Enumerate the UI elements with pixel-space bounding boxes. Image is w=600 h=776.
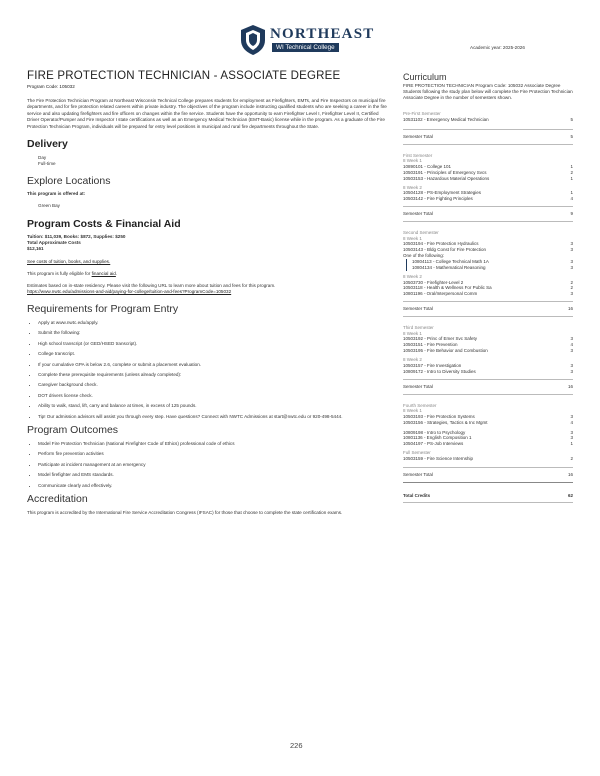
requirement-item: • Submit the following:: [38, 330, 387, 336]
requirement-item: • Caregiver background check.: [38, 382, 387, 388]
requirement-item: • Apply at www.nwtc.edu/apply.: [38, 320, 387, 326]
semester-total-label: Semester Total: [403, 211, 433, 217]
semester-label: Third Semester: [403, 325, 434, 331]
course-credits: 3: [570, 429, 573, 435]
logo-subtitle: WI Technical College: [272, 43, 339, 52]
semester-total-label: Semester Total: [403, 471, 433, 477]
course-credits: 3: [570, 368, 573, 374]
course-name: 10809198 - Intro to Psychology: [403, 429, 466, 435]
course-row: [403, 348, 573, 354]
course-name: 10503153 - Hazardous Material Operations: [403, 175, 490, 181]
total-costs-label: Total Approximate Costs: [27, 240, 81, 246]
semester-total: [403, 306, 573, 311]
semester-label: First Semester: [403, 152, 433, 158]
course-credits: 3: [570, 247, 573, 253]
tuition-url-link[interactable]: https://www.nwtc.edu/admissions-and-aid/paying-for-college/tuition-and-fees?ProgramCode=105032: [27, 289, 232, 295]
course-row: [403, 456, 573, 462]
outcome-item: • Model Fire Protection Technician (National Firefighter Code of Ethics) professional code of ethics: [38, 441, 387, 447]
page-number: 226: [290, 741, 303, 750]
course-credits: 3: [570, 362, 573, 368]
course-name: 10503156 - Strategies, Tactics & Inc Mgmt: [403, 419, 488, 425]
divider: [403, 482, 573, 483]
semester-total: [403, 211, 573, 216]
course-credits: 1: [570, 164, 573, 170]
outcome-item: • Communicate clearly and effectively.: [38, 483, 387, 489]
locations-heading: Explore Locations: [27, 175, 111, 188]
course-name: 10890101 - College 101: [403, 164, 452, 170]
one-of-text: One of the following:: [403, 253, 445, 259]
course-name: 10503191 - Principles of Emergency Svcs: [403, 169, 487, 175]
semester-total-value: 16: [567, 471, 573, 477]
course-name: 10503118 - Health & Wellness For Public Sa: [403, 285, 492, 291]
course-name: 10503730 - Firefighter-Level 2: [403, 279, 464, 285]
requirements-list: [27, 320, 387, 420]
divider: [403, 301, 573, 302]
week-label: 8 Week 2: [403, 184, 422, 190]
course-name: 10804113 - College Technical Math 1A: [412, 259, 489, 265]
financial-aid-link[interactable]: financial aid: [91, 271, 116, 277]
course-row: [403, 117, 573, 123]
course-name: 10504197 - PS-Job Interviews: [403, 441, 464, 447]
delivery-item: Day: [38, 155, 47, 161]
course-name: 10503193 - Fire Protection Systems: [403, 413, 475, 419]
course-row: [403, 369, 573, 375]
location-item: Green Bay: [38, 203, 60, 209]
course-row: [412, 265, 573, 271]
semester-total-value: 5: [570, 133, 573, 139]
week-label: 8 Week 2: [403, 357, 422, 363]
course-credits: 3: [570, 241, 573, 247]
outcome-item: • Model firefighter and EMS standards.: [38, 472, 387, 478]
program-code: Program Code: 105032: [27, 84, 75, 89]
total-credits-value: 62: [567, 492, 573, 498]
requirement-item: • If your cumulative GPA is below 2.6, complete or submit a placement evaluation.: [38, 362, 387, 368]
course-name: 10503143 - Bldg Const for Fire Protection: [403, 247, 487, 253]
accreditation-text: This program is accredited by the International Fire Service Accreditation Congress (IFSAC) for those that choose to complete the state certification exams.: [27, 509, 343, 515]
divider: [403, 502, 573, 503]
course-credits: 3: [570, 291, 573, 297]
program-description: The Fire Protection Technician Program at Northeast Wisconsin Technical College prepares students for employment as Firefighters, EMTs, and Fire Inspectors on municipal fire departments, and for fire protection related careers within private industry. The objectives of the program include instructing qualified students who are seeking a career in the fire service and also updating firefighters and fire officers on changes within the fire service. Students have the opportunity to earn Firefighter Level I, Firefighter Level II, Certified Driver Operator/Pumper and Fire Inspector I state certifications as well as an Emergency Medical Technician (EMT-Basic) license while in the program. As a graduate of the Fire Protection Technician Program, individuals will be prepared for entry level positions in municipal and rural fire departments throughout the State.: [27, 98, 387, 129]
costs-heading: Program Costs & Financial Aid: [27, 218, 181, 231]
full-semester-label: Full Semester: [403, 450, 431, 456]
requirements-heading: Requirements for Program Entry: [27, 303, 179, 316]
week-label: 8 Week 2: [403, 273, 422, 279]
week-label: 8 Week 1: [403, 330, 422, 336]
course-row: [403, 291, 573, 297]
course-credits: 2: [570, 279, 573, 285]
course-name: 10809172 - Intro to Diversity Studies: [403, 368, 476, 374]
curriculum-intro: FIRE PROTECTION TECHNICIAN Program Code: 105032 Associate Degree Students following the study plan below will complete the Fire Protection Technician Associate Degree in the number of semesters shown.: [403, 83, 573, 100]
course-credits: 3: [570, 265, 573, 271]
course-credits: 2: [570, 285, 573, 291]
semester-total-value: 9: [570, 211, 573, 217]
course-credits: 2: [570, 169, 573, 175]
total-costs-value: $12,161: [27, 246, 44, 252]
course-row: [403, 196, 573, 202]
college-logo: [240, 24, 375, 58]
outcomes-list: [27, 441, 387, 489]
course-name: 10801196 - Oral/Interpersonal Comm: [403, 291, 478, 297]
week-label: 8 Week 1: [403, 235, 422, 241]
delivery-heading: Delivery: [27, 138, 68, 151]
divider: [403, 316, 573, 317]
requirement-item: • College transcript.: [38, 351, 387, 357]
program-title: FIRE PROTECTION TECHNICIAN - ASSOCIATE DEGREE: [27, 70, 341, 82]
course-row: [403, 176, 573, 182]
academic-year: Academic year: 2025-2026: [470, 45, 525, 50]
eligible-end: .: [115, 271, 118, 277]
delivery-item: Full-time: [38, 161, 56, 167]
course-row: [403, 441, 573, 447]
divider: [403, 144, 573, 145]
requirement-item: • Ability to walk, stand, lift, carry and balance at times, in excess of 125 pounds.: [38, 403, 387, 409]
week-label: 8 Week 1: [403, 158, 422, 164]
course-credits: 3: [570, 348, 573, 354]
course-credits: 3: [570, 259, 573, 265]
course-name: 10503195 - Fire Behavior and Combustion: [403, 348, 488, 354]
course-credits: 4: [570, 342, 573, 348]
course-name: 10503159 - Fire Science Internship: [403, 455, 474, 461]
total-credits: [403, 493, 573, 498]
locations-intro: This program is offered at:: [27, 191, 86, 197]
course-credits: 3: [570, 336, 573, 342]
divider: [403, 129, 573, 130]
course-name: 10503194 - Fire Protection Hydraulics: [403, 241, 479, 247]
total-credits-label: Total Credits: [403, 492, 431, 498]
course-name: 10804134 - Mathematical Reasoning: [412, 265, 486, 271]
program-details: [27, 70, 387, 516]
semester-total-value: 16: [567, 383, 573, 389]
course-name: 10504128 - PS-Employment Strategies: [403, 190, 482, 196]
logo-name: NORTHEAST: [270, 26, 375, 42]
course-credits: 1: [570, 175, 573, 181]
course-credits: 4: [570, 196, 573, 202]
curriculum-heading: Curriculum: [403, 72, 447, 82]
curriculum-panel: [403, 72, 573, 503]
outcomes-heading: Program Outcomes: [27, 423, 119, 436]
course-name: 10503151 - Fire Prevention: [403, 342, 458, 348]
week-label: 8 Week 1: [403, 408, 422, 414]
financial-aid-line: [27, 271, 387, 277]
shield-icon: [240, 24, 266, 56]
course-choice-group: [406, 259, 573, 271]
accreditation-heading: Accreditation: [27, 492, 88, 505]
course-name: 10503192 - Princ of Emer Svc Safety: [403, 336, 478, 342]
divider: [403, 379, 573, 380]
semester-total-value: 16: [567, 306, 573, 312]
course-credits: 3: [570, 435, 573, 441]
course-credits: 2: [570, 455, 573, 461]
course-name: 10801136 - English Composition 1: [403, 435, 472, 441]
semester-label: Pre-First Semester: [403, 111, 441, 117]
requirement-item: • Complete these prerequisite requirements (unless already completed):: [38, 372, 387, 378]
course-name: 10531102 - Emergency Medical Technician: [403, 116, 489, 122]
requirement-item: • DOT drivers license check.: [38, 393, 387, 399]
outcome-item: • Participate at incident management at an emergency: [38, 462, 387, 468]
course-credits: 4: [570, 419, 573, 425]
semester-total-label: Semester Total: [403, 133, 433, 139]
course-credits: 5: [570, 116, 573, 122]
course-credits: 3: [570, 413, 573, 419]
eligible-text: This program is fully eligible for: [27, 271, 92, 277]
course-credits: 1: [570, 441, 573, 447]
semester-total: [403, 134, 573, 139]
requirement-item: • High school transcript (or GED/HSED transcript).: [38, 341, 387, 347]
see-costs-link[interactable]: See costs of tuition, books, and supplies.: [27, 259, 111, 265]
requirement-item: • Tip! Our admission advisors will assist you through every step. Have questions? Connect with NWTC Admissions at start@nwtc.edu or 920-498-5444.: [38, 414, 387, 420]
outcome-item: • Perform fire prevention activities: [38, 451, 387, 457]
divider: [403, 206, 573, 207]
estimates-text: Estimates based on in-state residency. Please visit the following URL to learn more about tuition and fees for this program.: [27, 283, 276, 289]
semester-total: [403, 472, 573, 477]
semester-total: [403, 384, 573, 389]
course-name: 10503157 - Fire Investigation: [403, 362, 462, 368]
course-credits: 1: [570, 190, 573, 196]
delivery-list: [27, 155, 387, 167]
semester-total-label: Semester Total: [403, 383, 433, 389]
divider: [403, 221, 573, 222]
semester-label: Second Semester: [403, 230, 439, 236]
tuition-text: Tuition: $11,039, Books: $872, Supplies: $250: [27, 234, 126, 240]
divider: [403, 394, 573, 395]
semester-label: Fourth Semester: [403, 402, 437, 408]
semester-total-label: Semester Total: [403, 306, 433, 312]
course-name: 10503142 - Fire Fighting Principles: [403, 196, 473, 202]
divider: [403, 467, 573, 468]
